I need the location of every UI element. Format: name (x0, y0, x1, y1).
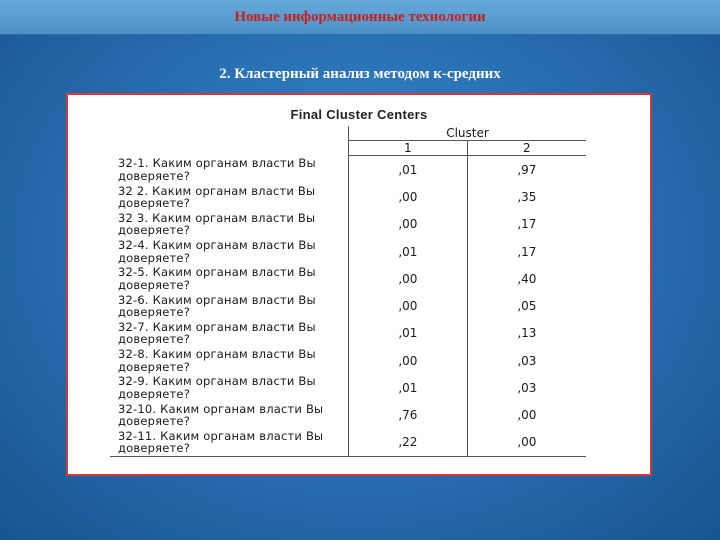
row-label: 32 2. Каким органам власти Вы доверяете? (110, 184, 349, 211)
cluster-2-value: ,13 (517, 326, 537, 341)
row-label: 32-5. Каким органам власти Вы доверяете? (110, 265, 349, 292)
cluster-1-value: ,01 (349, 156, 468, 184)
table-row (110, 211, 586, 238)
cluster-2-value: ,17 (517, 217, 537, 232)
cluster-1-value: ,00 (349, 347, 468, 374)
cluster-2-value: ,00 (467, 429, 586, 457)
table-row (110, 401, 586, 428)
slide-subtitle: 2. Кластерный анализ методом к-средних (219, 66, 501, 82)
cluster-2-value: ,17 (517, 244, 537, 259)
table-row (110, 374, 586, 401)
table-row (110, 320, 586, 347)
cluster-1-value: ,00 (349, 211, 468, 238)
table-row (110, 347, 586, 374)
cluster-2-value: ,35 (517, 190, 537, 205)
cluster-1-value: ,01 (349, 238, 468, 265)
cluster-centers-table (110, 126, 586, 457)
header-title: Новые информационные технологии (234, 8, 486, 25)
cluster-header: Cluster (349, 126, 587, 141)
cluster-1-value: ,01 (349, 374, 468, 401)
table-row (110, 292, 586, 319)
row-label: 32-7. Каким органам власти Вы доверяете? (110, 320, 349, 347)
cluster-1-value: ,00 (349, 292, 468, 319)
cluster-2-value: ,00 (517, 408, 537, 422)
row-label: 32-6. Каким органам власти Вы доверяете? (110, 292, 349, 319)
table-row (110, 429, 586, 457)
table-row (110, 265, 586, 292)
cluster-1-value: ,76 (349, 401, 468, 428)
cluster-2-value: ,97 (517, 162, 537, 177)
column-header-1: 1 (349, 141, 468, 156)
row-label: 32-1. Каким органам власти Вы доверяете? (110, 156, 349, 184)
cluster-1-value: ,22 (349, 429, 468, 457)
row-label: 32-8. Каким органам власти Вы доверяете? (110, 347, 349, 374)
header-bar (0, 0, 720, 35)
row-label: 32-4. Каким органам власти Вы доверяете? (110, 238, 349, 265)
table-body (110, 156, 586, 457)
cluster-1-value: ,00 (349, 184, 468, 211)
cluster-1-value: ,00 (349, 265, 468, 292)
table-title: Final Cluster Centers (290, 107, 428, 122)
row-label: 32-9. Каким органам власти Вы доверяете? (110, 374, 349, 401)
column-header-2: 2 (467, 141, 586, 156)
header-blank-cell (110, 126, 349, 156)
cluster-2-value: ,03 (517, 380, 537, 395)
row-label: 32-11. Каким органам власти Вы доверяете? (110, 429, 349, 457)
cluster-2-value: ,05 (517, 299, 537, 314)
row-label: 32-10. Каким органам власти Вы доверяете? (110, 401, 349, 428)
table-frame (66, 93, 652, 476)
table-row (110, 238, 586, 265)
cluster-1-value: ,01 (349, 320, 468, 347)
table-row (110, 156, 586, 184)
cluster-2-value: ,40 (517, 271, 537, 286)
table-row (110, 184, 586, 211)
row-label: 32 3. Каким органам власти Вы доверяете? (110, 211, 349, 238)
cluster-2-value: ,03 (517, 353, 537, 368)
